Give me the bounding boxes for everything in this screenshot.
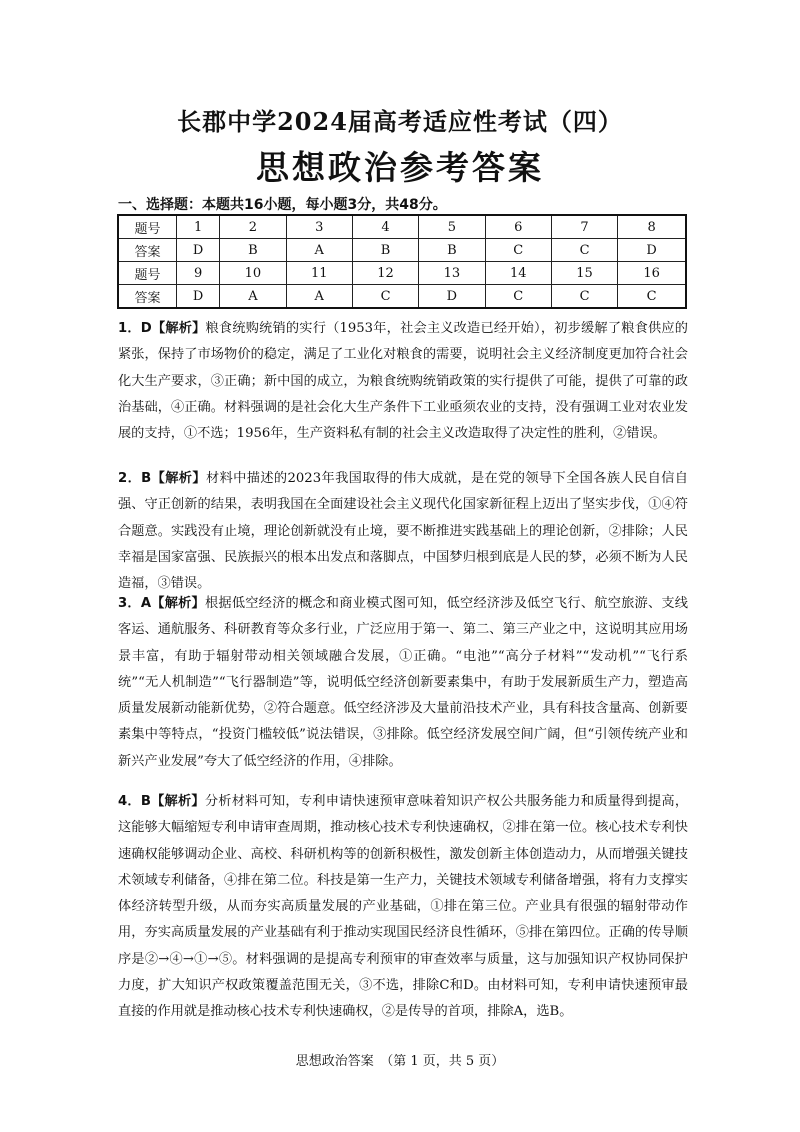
- subject-title: 思想政治参考答案: [256, 148, 544, 187]
- table-row: [118, 262, 686, 285]
- row-label-question: 题号: [118, 262, 177, 285]
- table-row: [118, 215, 686, 239]
- question-number: 8: [618, 215, 686, 239]
- explanation-label: 3．A【解析】: [118, 596, 205, 611]
- answer-cell: A: [220, 285, 286, 309]
- exam-title: 长郡中学2024届高考适应性考试（四）: [177, 107, 623, 136]
- question-number: 13: [419, 262, 485, 285]
- answer-cell: C: [485, 285, 551, 309]
- explanation-text: 粮食统购统销的实行（1953年，社会主义改造已经开始），初步缓解了粮食供应的紧张，保持了市场物价的稳定，满足了工业化对粮食的需要，说明社会主义经济制度更加符合社会化大生产要求，③正确；新中国的成立，为粮食统购统销政策的实行提供了可能，提供了可靠的政治基础，④正确。材料强调的是社会化大生产条件下工业亟须农业的支持，没有强调工业对农业发展的支持，①不选；1956年，生产资料私有制的社会主义改造取得了决定性的胜利，②错误。: [118, 321, 688, 442]
- answer-cell: D: [419, 285, 485, 309]
- explanation-text: 根据低空经济的概念和商业模式图可知，低空经济涉及低空飞行、航空旅游、支线客运、通航服务、科研教育等众多行业，广泛应用于第一、第二、第三产业之中，这说明其应用场景丰富，有助于辐射带动相关领域融合发展，①正确。“电池”“高分子材料”“发动机”“飞行系统”“无人机制造”“飞行器制造”等，说明低空经济创新要素集中，有助于发展新质生产力，塑造高质量发展新动能新优势，②符合题意。低空经济涉及大量前沿技术产业，具有科技含量高、创新要素集中等特点，“投资门槛较低”说法错误，③排除。低空经济发展空间广阔，但“引领传统产业和新兴产业发展”夸大了低空经济的作用，④排除。: [118, 596, 688, 769]
- answer-cell: C: [485, 239, 551, 262]
- answer-cell: C: [352, 285, 418, 309]
- answer-cell: C: [551, 239, 617, 262]
- answer-cell: D: [618, 239, 686, 262]
- page-footer: 思想政治答案 （第 1 页，共 5 页）: [295, 1054, 505, 1069]
- question-number: 4: [352, 215, 418, 239]
- question-number: 12: [352, 262, 418, 285]
- question-number: 6: [485, 215, 551, 239]
- explanation-4: [118, 789, 688, 1026]
- answer-cell: A: [286, 285, 352, 309]
- explanation-3: [118, 591, 688, 775]
- answer-cell: B: [220, 239, 286, 262]
- question-number: 5: [419, 215, 485, 239]
- question-number: 2: [220, 215, 286, 239]
- question-number: 7: [551, 215, 617, 239]
- question-number: 16: [618, 262, 686, 285]
- question-number: 9: [177, 262, 220, 285]
- table-row: [118, 285, 686, 309]
- question-number: 15: [551, 262, 617, 285]
- answer-cell: C: [618, 285, 686, 309]
- row-label-question: 题号: [118, 215, 177, 239]
- answer-cell: B: [419, 239, 485, 262]
- answer-cell: B: [352, 239, 418, 262]
- answer-cell: D: [177, 285, 220, 309]
- explanation-label: 1．D【解析】: [118, 321, 206, 336]
- row-label-answer: 答案: [118, 239, 177, 262]
- answer-table: [117, 214, 687, 309]
- question-number: 11: [286, 262, 352, 285]
- answer-cell: D: [177, 239, 220, 262]
- question-number: 10: [220, 262, 286, 285]
- section-heading: 一、选择题：本题共16小题，每小题3分，共48分。: [118, 197, 447, 213]
- question-number: 14: [485, 262, 551, 285]
- explanation-label: 4．B【解析】: [118, 794, 205, 809]
- explanation-text: 材料中描述的2023年我国取得的伟大成就，是在党的领导下全国各族人民自信自强、守正创新的结果，表明我国在全面建设社会主义现代化国家新征程上迈出了坚实步伐，①④符合题意。实践没有止境，理论创新就没有止境，要不断推进实践基础上的理论创新，②排除；人民幸福是国家富强、民族振兴的根本出发点和落脚点，中国梦归根到底是人民的梦，必须不断为人民造福，③错误。: [118, 471, 688, 592]
- explanation-2: [118, 466, 688, 597]
- table-row: [118, 239, 686, 262]
- answer-cell: A: [286, 239, 352, 262]
- explanation-text: 分析材料可知，专利申请快速预审意味着知识产权公共服务能力和质量得到提高，这能够大幅缩短专利申请审查周期，推动核心技术专利快速确权，②排在第一位。核心技术专利快速确权能够调动企业、高校、科研机构等的创新积极性，激发创新主体创造动力，从而增强关键技术领域专利储备，④排在第二位。科技是第一生产力，关键技术领域专利储备增强，将有力支撑实体经济转型升级，从而夯实高质量发展的产业基础，①排在第三位。产业具有很强的辐射带动作用，夯实高质量发展的产业基础有利于推动实现国民经济良性循环，⑤排在第四位。正确的传导顺序是②→④→①→⑤。材料强调的是提高专利预审的审查效率与质量，这与加强知识产权协同保护力度，扩大知识产权政策覆盖范围无关，③不选，排除C和D。由材料可知，专利申请快速预审最直接的作用就是推动核心技术专利快速确权，②是传导的首项，排除A，选B。: [118, 794, 689, 1020]
- explanation-1: [118, 316, 688, 447]
- answer-cell: C: [551, 285, 617, 309]
- explanation-label: 2．B【解析】: [118, 471, 206, 486]
- question-number: 1: [177, 215, 220, 239]
- row-label-answer: 答案: [118, 285, 177, 309]
- question-number: 3: [286, 215, 352, 239]
